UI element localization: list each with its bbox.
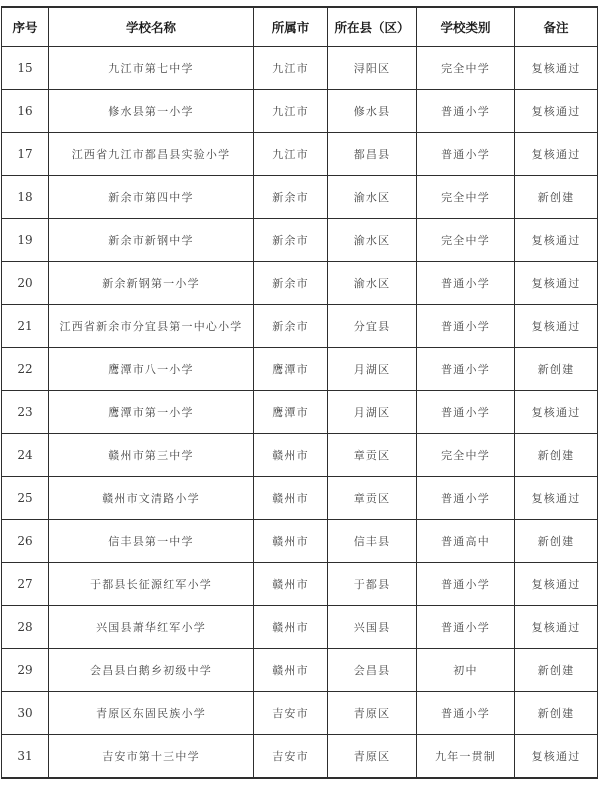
table-row (2, 477, 598, 520)
table-row (2, 649, 598, 692)
cell-note: 新创建 (515, 649, 598, 692)
cell-school-type: 完全中学 (417, 47, 515, 90)
cell-no: 15 (2, 47, 49, 90)
cell-county: 渝水区 (328, 176, 417, 219)
header-no: 序号 (2, 7, 49, 47)
cell-note: 复核通过 (515, 133, 598, 176)
cell-note: 复核通过 (515, 90, 598, 133)
cell-note: 新创建 (515, 348, 598, 391)
cell-school-type: 普通小学 (417, 391, 515, 434)
cell-county: 渝水区 (328, 262, 417, 305)
table-row (2, 735, 598, 779)
cell-no: 31 (2, 735, 49, 779)
cell-note: 复核通过 (515, 219, 598, 262)
cell-note: 复核通过 (515, 606, 598, 649)
cell-school-name: 于都县长征源红军小学 (49, 563, 254, 606)
header-school-type: 学校类别 (417, 7, 515, 47)
cell-school-type: 九年一贯制 (417, 735, 515, 779)
cell-school-type: 普通小学 (417, 90, 515, 133)
table-header (2, 7, 598, 47)
table-row (2, 90, 598, 133)
cell-school-name: 新余市第四中学 (49, 176, 254, 219)
cell-city: 九江市 (254, 47, 328, 90)
cell-no: 22 (2, 348, 49, 391)
cell-city: 新余市 (254, 219, 328, 262)
cell-no: 25 (2, 477, 49, 520)
cell-county: 都昌县 (328, 133, 417, 176)
cell-no: 27 (2, 563, 49, 606)
header-note: 备注 (515, 7, 598, 47)
cell-school-type: 普通小学 (417, 305, 515, 348)
cell-no: 16 (2, 90, 49, 133)
cell-county: 渝水区 (328, 219, 417, 262)
cell-note: 复核通过 (515, 735, 598, 779)
cell-county: 修水县 (328, 90, 417, 133)
table-row (2, 391, 598, 434)
cell-county: 青原区 (328, 735, 417, 779)
school-list-table (1, 6, 598, 779)
cell-county: 于都县 (328, 563, 417, 606)
table-row (2, 305, 598, 348)
table-row (2, 262, 598, 305)
cell-school-type: 普通小学 (417, 563, 515, 606)
cell-city: 赣州市 (254, 477, 328, 520)
cell-city: 吉安市 (254, 692, 328, 735)
cell-school-type: 普通小学 (417, 348, 515, 391)
cell-no: 17 (2, 133, 49, 176)
table-row (2, 348, 598, 391)
cell-note: 复核通过 (515, 262, 598, 305)
cell-no: 20 (2, 262, 49, 305)
cell-school-type: 普通小学 (417, 262, 515, 305)
cell-note: 复核通过 (515, 305, 598, 348)
cell-county: 月湖区 (328, 391, 417, 434)
cell-school-name: 鹰潭市八一小学 (49, 348, 254, 391)
cell-school-name: 青原区东固民族小学 (49, 692, 254, 735)
table-row (2, 219, 598, 262)
cell-note: 复核通过 (515, 477, 598, 520)
cell-school-name: 新余新钢第一小学 (49, 262, 254, 305)
cell-city: 赣州市 (254, 649, 328, 692)
table-row (2, 563, 598, 606)
cell-school-name: 鹰潭市第一小学 (49, 391, 254, 434)
cell-school-type: 普通小学 (417, 692, 515, 735)
cell-note: 新创建 (515, 520, 598, 563)
cell-school-type: 完全中学 (417, 434, 515, 477)
cell-school-type: 普通小学 (417, 133, 515, 176)
cell-school-type: 普通小学 (417, 477, 515, 520)
cell-county: 会昌县 (328, 649, 417, 692)
table-row (2, 133, 598, 176)
cell-city: 鹰潭市 (254, 348, 328, 391)
cell-city: 吉安市 (254, 735, 328, 779)
cell-school-name: 九江市第七中学 (49, 47, 254, 90)
cell-county: 月湖区 (328, 348, 417, 391)
cell-school-name: 江西省九江市都昌县实验小学 (49, 133, 254, 176)
cell-note: 复核通过 (515, 47, 598, 90)
cell-no: 19 (2, 219, 49, 262)
cell-school-name: 赣州市第三中学 (49, 434, 254, 477)
table-row (2, 520, 598, 563)
cell-city: 赣州市 (254, 563, 328, 606)
cell-note: 复核通过 (515, 563, 598, 606)
cell-school-name: 吉安市第十三中学 (49, 735, 254, 779)
cell-city: 新余市 (254, 305, 328, 348)
cell-city: 新余市 (254, 176, 328, 219)
cell-city: 赣州市 (254, 434, 328, 477)
cell-school-name: 会昌县白鹅乡初级中学 (49, 649, 254, 692)
cell-no: 23 (2, 391, 49, 434)
cell-no: 28 (2, 606, 49, 649)
cell-no: 30 (2, 692, 49, 735)
cell-school-name: 修水县第一小学 (49, 90, 254, 133)
cell-county: 青原区 (328, 692, 417, 735)
cell-city: 新余市 (254, 262, 328, 305)
cell-city: 鹰潭市 (254, 391, 328, 434)
cell-city: 九江市 (254, 133, 328, 176)
cell-county: 章贡区 (328, 477, 417, 520)
header-county: 所在县（区） (328, 7, 417, 47)
cell-no: 21 (2, 305, 49, 348)
cell-school-type: 完全中学 (417, 219, 515, 262)
cell-school-name: 信丰县第一中学 (49, 520, 254, 563)
cell-note: 新创建 (515, 176, 598, 219)
cell-county: 浔阳区 (328, 47, 417, 90)
cell-no: 26 (2, 520, 49, 563)
cell-county: 信丰县 (328, 520, 417, 563)
header-city: 所属市 (254, 7, 328, 47)
table-row (2, 692, 598, 735)
cell-note: 新创建 (515, 692, 598, 735)
cell-no: 18 (2, 176, 49, 219)
header-school-name: 学校名称 (49, 7, 254, 47)
table-row (2, 176, 598, 219)
cell-school-type: 普通小学 (417, 606, 515, 649)
table-row (2, 606, 598, 649)
cell-note: 新创建 (515, 434, 598, 477)
cell-county: 章贡区 (328, 434, 417, 477)
cell-school-type: 初中 (417, 649, 515, 692)
cell-school-type: 完全中学 (417, 176, 515, 219)
cell-school-type: 普通高中 (417, 520, 515, 563)
cell-city: 九江市 (254, 90, 328, 133)
cell-school-name: 兴国县萧华红军小学 (49, 606, 254, 649)
cell-school-name: 新余市新钢中学 (49, 219, 254, 262)
cell-county: 分宜县 (328, 305, 417, 348)
cell-school-name: 江西省新余市分宜县第一中心小学 (49, 305, 254, 348)
cell-note: 复核通过 (515, 391, 598, 434)
table-row (2, 47, 598, 90)
cell-school-name: 赣州市文清路小学 (49, 477, 254, 520)
cell-city: 赣州市 (254, 520, 328, 563)
cell-city: 赣州市 (254, 606, 328, 649)
cell-no: 29 (2, 649, 49, 692)
cell-county: 兴国县 (328, 606, 417, 649)
table-body (2, 47, 598, 779)
header-row (2, 7, 598, 47)
table-row (2, 434, 598, 477)
cell-no: 24 (2, 434, 49, 477)
